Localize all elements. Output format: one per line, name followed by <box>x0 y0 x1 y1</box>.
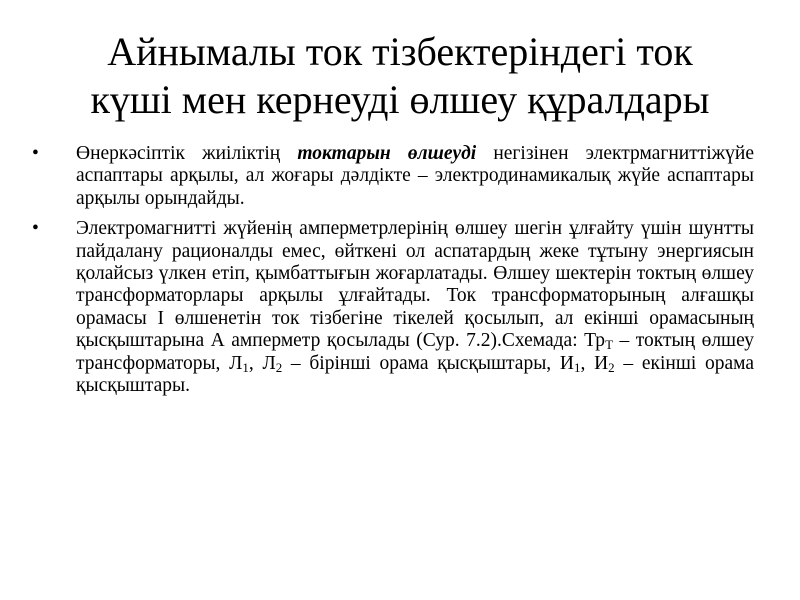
bullet-2-text-part2: – токтың өлшеу трансформаторы, Л <box>76 330 754 374</box>
bullet-2-text-part3: , Л <box>248 352 276 374</box>
bullet-2-text-part4: – бірінші орама қысқыштары, И <box>282 352 574 374</box>
subscript-l1: 1 <box>242 359 249 375</box>
slide-title-line-1: Айнымалы ток тізбектеріндегі ток <box>107 29 693 74</box>
subscript-i1: 1 <box>573 359 581 375</box>
bullet-list <box>30 143 754 405</box>
bullet-1-text-end: негізінен электрмагниттіжүйе аспаптары арқылы, ал жоғары дәлдікте – электродинамикалық жүйе аспаптары арқылы орындайды. <box>76 143 754 209</box>
bullet-2-text-part5: , И <box>580 352 609 374</box>
bullet-dot-icon: • <box>32 143 39 164</box>
bullet-2-text-part1: Электромагнитті жүйенің амперметрлерінің өлшеу шегін ұлғайту үшін шунтты пайдалану рационалды емес, өйткені ол аспатардың жеке тұтыну энергиясын қолайсыз үлкен етіп, қымбаттығын жоғарлатады. Өлшеу шектерін токтың өлшеу трансформаторлары арқылы ұлғайтады. Ток трансформаторының алғашқы орамасы I өлшенетін ток тізбегіне тікелей қосылып, ал екінші орамасының қысқыштарына А амперметр қосылады (Сур. 7.2).Схемада: Тр <box>76 218 754 352</box>
bullet-1-text-start: Өнеркәсіптік жиіліктің <box>76 143 298 164</box>
slide-title <box>40 28 760 124</box>
subscript-l2: 2 <box>275 359 283 375</box>
bullet-1-emphasis: токтарын өлшеуді <box>297 143 477 164</box>
bullet-2-text-part6: – екінші орама қысқыштары. <box>76 352 755 397</box>
bullet-dot-icon: • <box>32 218 39 240</box>
subscript-i2: 2 <box>608 359 615 375</box>
slide-title-line-2: күші мен кернеуді өлшеу құралдары <box>90 77 710 122</box>
bullet-item-2 <box>30 218 754 397</box>
bullet-item-1 <box>30 143 754 210</box>
subscript-t: Т <box>605 337 614 353</box>
